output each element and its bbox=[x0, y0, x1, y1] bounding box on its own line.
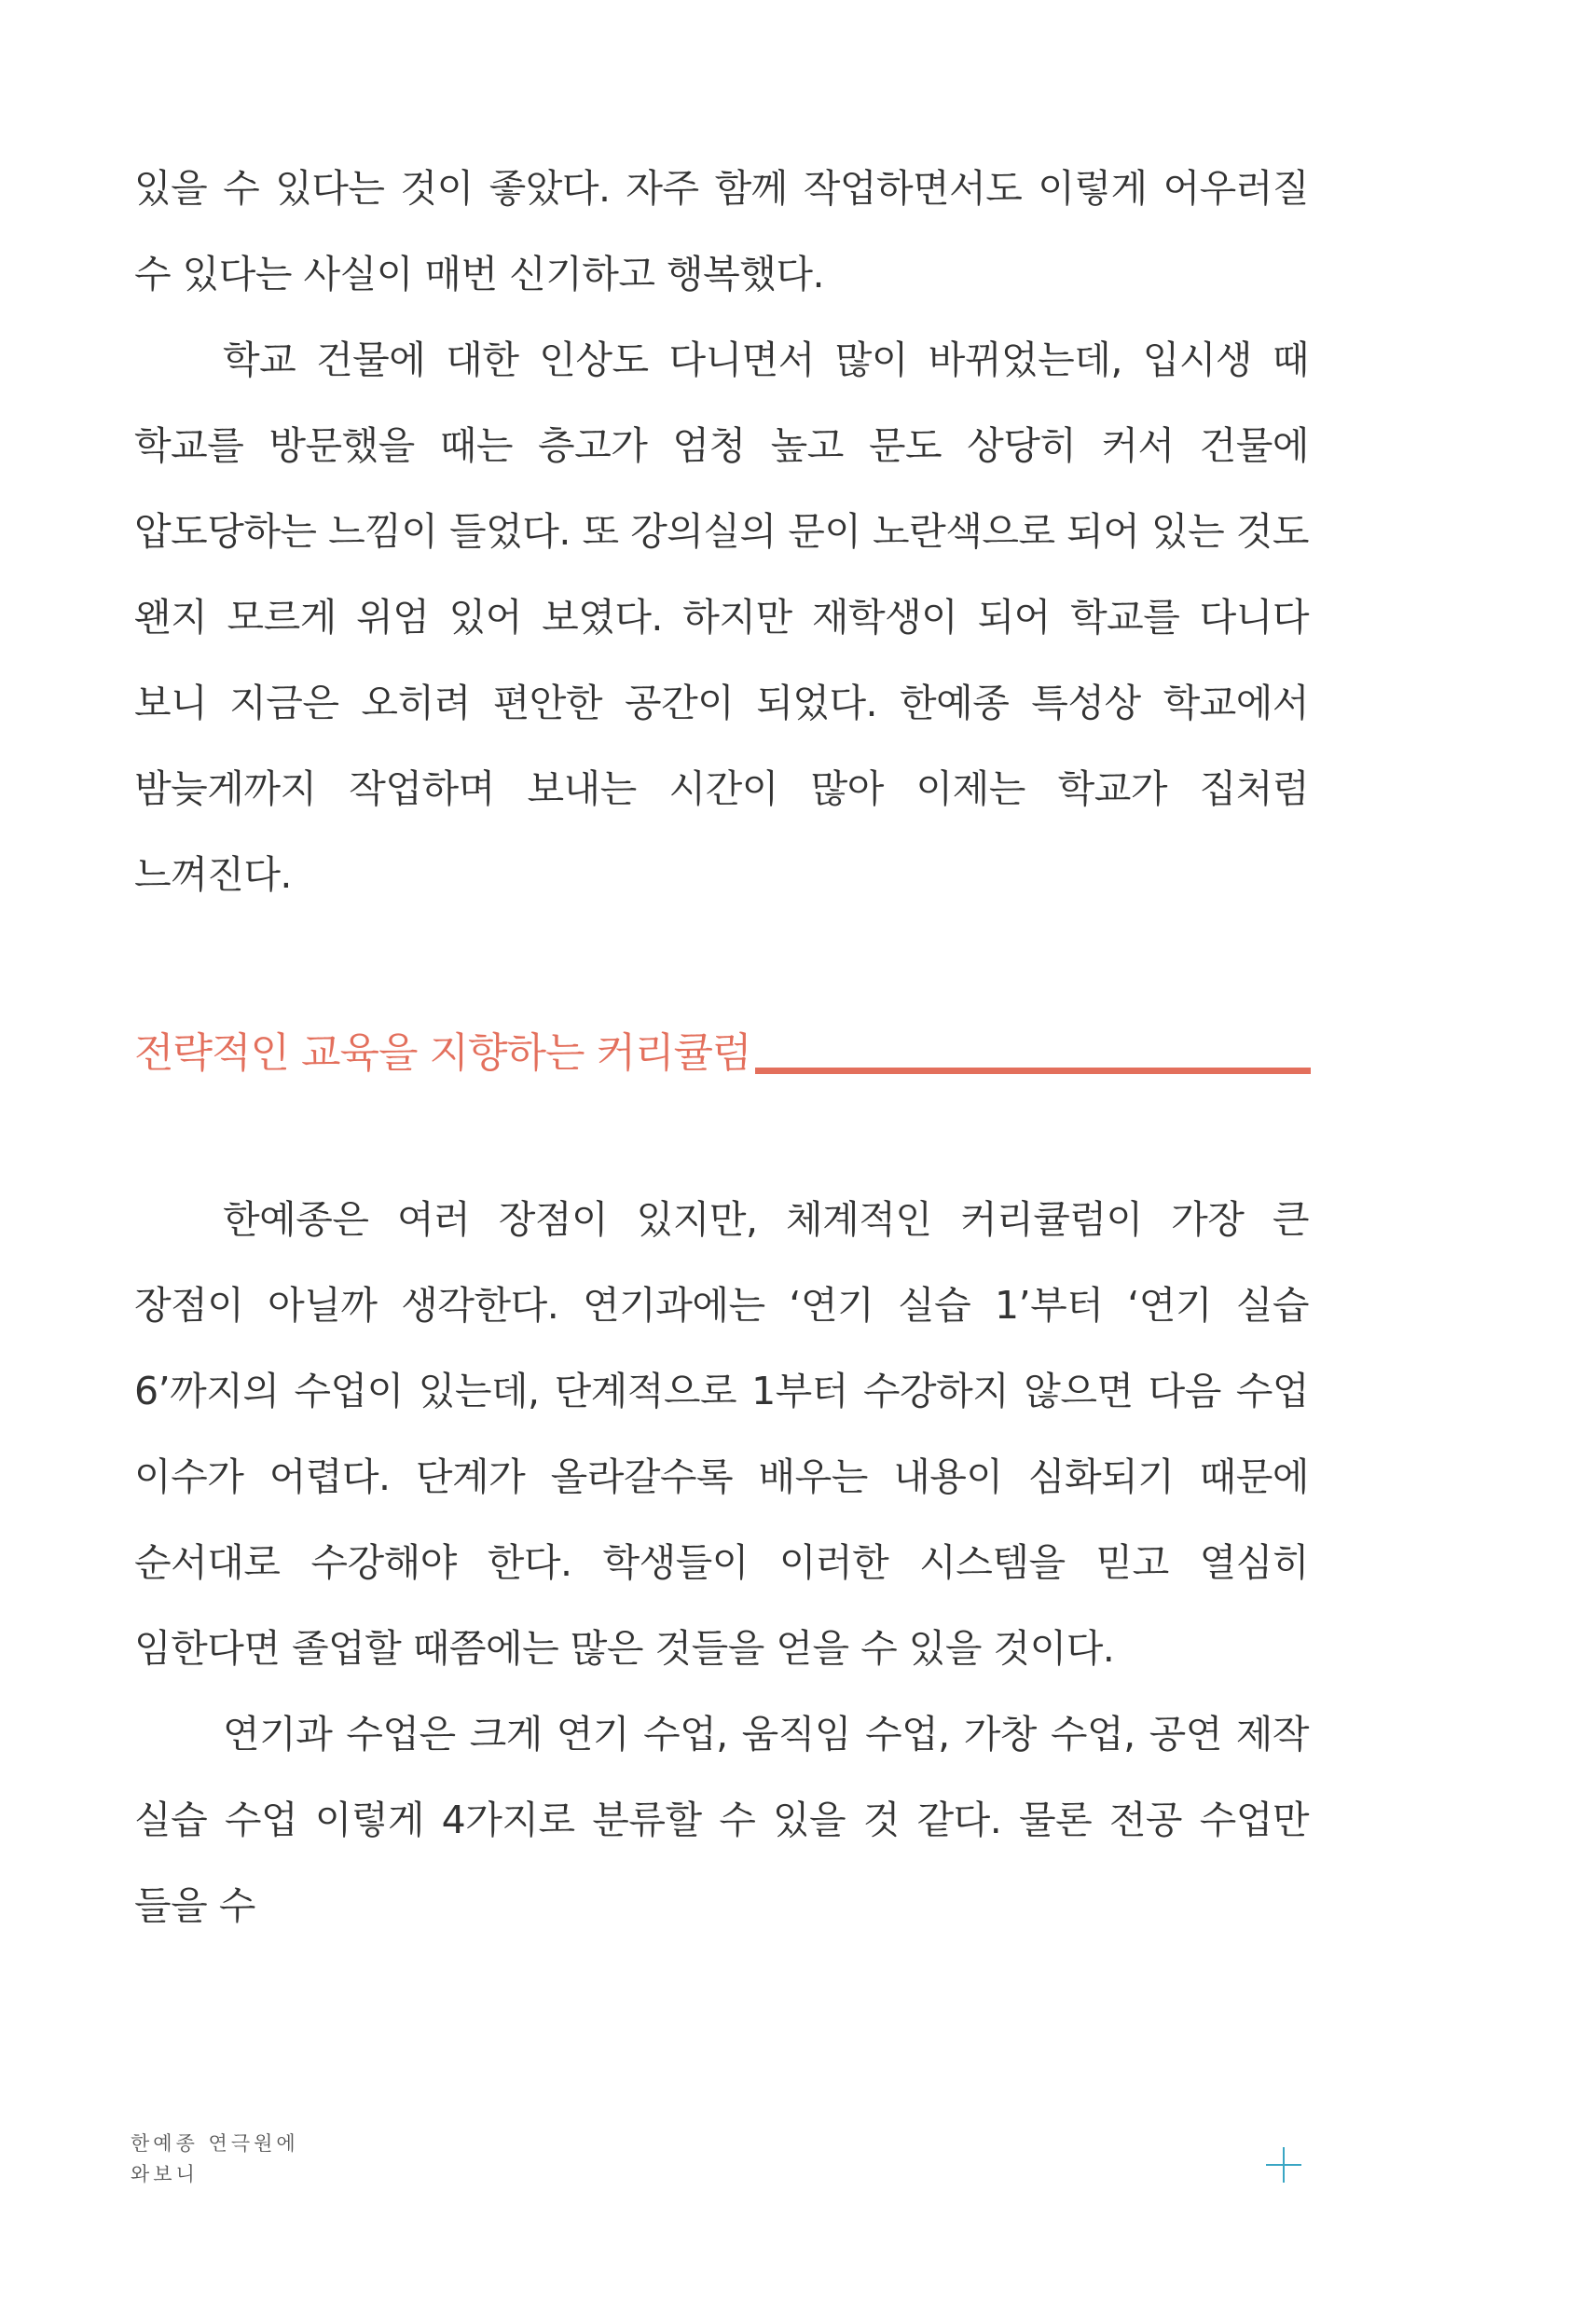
body-paragraph-3: 한예종은 여러 장점이 있지만, 체계적인 커리큘럼이 가장 큰 장점이 아닐까 생각한다. 연기과에는 ‘연기 실습 1’부터 ‘연기 실습 6’까지의 수업이 있는데, 단계적으로 1부터 수강하지 않으면 다음 수업 이수가 어렵다. 단계가 올라갈수록 배우는 내용이 심화되기 때문에 순서대로 수강해야 한다. 학생들이 이러한 시스템을 믿고 열심히 임한다면 졸업할 때쯤에는 많은 것들을 얻을 수 있을 것이다. bbox=[134, 1197, 1309, 1671]
plus-icon bbox=[1266, 2147, 1301, 2183]
body-paragraph-2: 학교 건물에 대한 인상도 다니면서 많이 바뀌었는데, 입시생 때 학교를 방문했을 때는 층고가 엄청 높고 문도 상당히 커서 건물에 압도당하는 느낌이 들었다. 또 강의실의 문이 노란색으로 되어 있는 것도 왠지 모르게 위엄 있어 보였다. 하지만 재학생이 되어 학교를 다니다 보니 지금은 오히려 편안한 공간이 되었다. 한예종 특성상 학교에서 밤늦게까지 작업하며 보내는 시간이 많아 이제는 학교가 집처럼 느껴진다. bbox=[134, 338, 1309, 897]
body-paragraph-4: 연기과 수업은 크게 연기 수업, 움직임 수업, 가창 수업, 공연 제작 실습 수업 이렇게 4가지로 분류할 수 있을 것 같다. 물론 전공 수업만 들을 수 bbox=[134, 1712, 1309, 1928]
footer-title-line-1: 한예종 연극원에 bbox=[131, 2132, 299, 2155]
section-heading-text: 전략적인 교육을 지향하는 커리큘럼 bbox=[134, 1029, 751, 1077]
footer-book-title bbox=[131, 2129, 299, 2190]
section-heading-underline bbox=[755, 1068, 1311, 1074]
footer-title-line-2: 와보니 bbox=[131, 2163, 199, 2185]
section-heading bbox=[134, 1014, 1311, 1082]
body-paragraph-1: 있을 수 있다는 것이 좋았다. 자주 함께 작업하면서도 이렇게 어우러질 수 있다는 사실이 매번 신기하고 행복했다. bbox=[134, 166, 1309, 296]
